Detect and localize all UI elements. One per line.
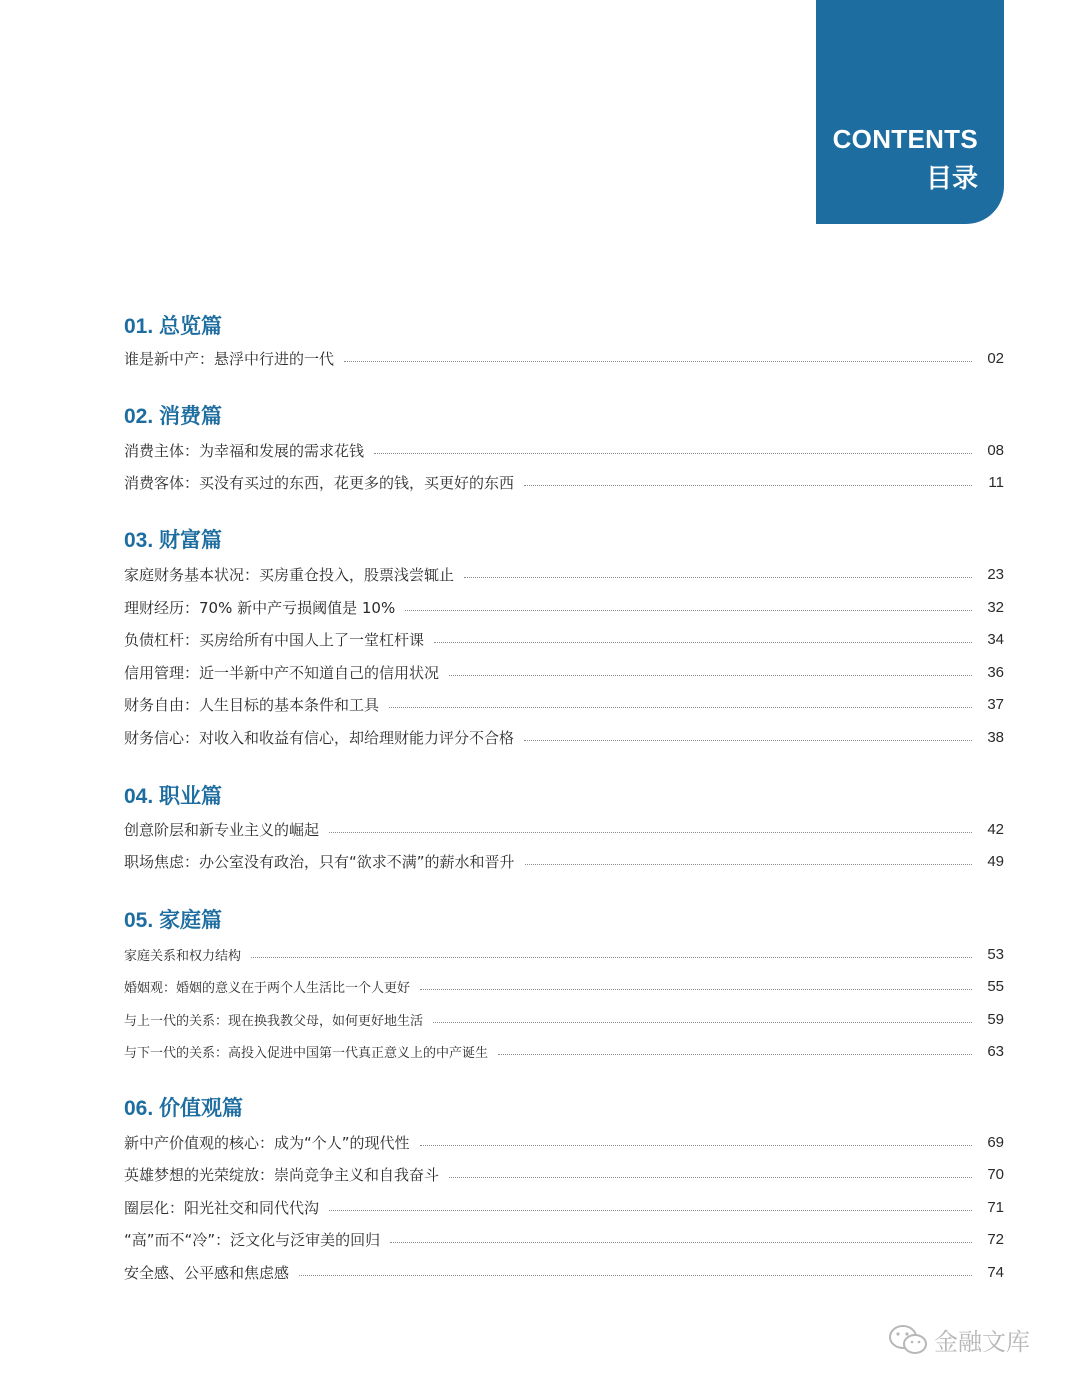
dot-leader (299, 1275, 972, 1276)
toc-page-number: 08 (987, 441, 1004, 459)
toc-page-number: 53 (987, 945, 1004, 963)
toc-entry[interactable] (124, 562, 1004, 586)
dot-leader (524, 740, 972, 741)
toc-entry-text: 理财经历：70% 新中产亏损阈值是 10% (124, 598, 396, 617)
dot-leader (524, 485, 972, 486)
toc-page-number: 38 (987, 728, 1004, 746)
wechat-icon (888, 1323, 928, 1357)
toc-entry[interactable] (124, 692, 1004, 716)
toc-entry-text: 英雄梦想的光荣绽放：崇尚竞争主义和自我奋斗 (124, 1165, 440, 1184)
toc-entry-text: 谁是新中产：悬浮中行进的一代 (124, 349, 335, 368)
dot-leader (329, 1210, 972, 1211)
toc-entry-text: 财务自由：人生目标的基本条件和工具 (124, 695, 380, 714)
dot-leader (449, 675, 972, 676)
toc-entry[interactable] (124, 470, 1004, 494)
toc-entry-text: 婚姻观：婚姻的意义在于两个人生活比一个人更好 (124, 980, 411, 996)
dot-leader (498, 1054, 972, 1055)
dot-leader (251, 957, 972, 958)
dot-leader (525, 864, 972, 865)
toc-entry[interactable] (124, 725, 1004, 749)
toc-entry[interactable] (124, 974, 1004, 998)
dot-leader (389, 707, 972, 708)
toc-entry[interactable] (124, 817, 1004, 841)
toc-page-number: 02 (987, 349, 1004, 367)
dot-leader (374, 453, 972, 454)
dot-leader (390, 1242, 972, 1243)
toc-page-number: 49 (987, 852, 1004, 870)
toc-entry[interactable] (124, 1162, 1004, 1186)
toc-entry-text: 圈层化：阳光社交和同代代沟 (124, 1198, 320, 1217)
toc-entry[interactable] (124, 942, 1004, 966)
toc-entry[interactable] (124, 1195, 1004, 1219)
dot-leader (464, 577, 972, 578)
toc-page-number: 34 (987, 630, 1004, 648)
contents-title-zh: 目录 (925, 164, 978, 194)
toc-entry-text: 家庭关系和权力结构 (124, 948, 242, 964)
toc-entry[interactable] (124, 1007, 1004, 1031)
toc-page-number: 55 (987, 977, 1004, 995)
dot-leader (420, 1145, 972, 1146)
toc-entry-text: 信用管理：近一半新中产不知道自己的信用状况 (124, 663, 440, 682)
toc-entry[interactable] (124, 849, 1004, 873)
section-title: 04. 职业篇 (124, 785, 223, 808)
toc-page-number: 70 (987, 1165, 1004, 1183)
toc-page-number: 63 (987, 1042, 1004, 1060)
toc-entry[interactable] (124, 595, 1004, 619)
dot-leader (434, 642, 972, 643)
toc-entry-text: “高”而不“冷”：泛文化与泛审美的回归 (124, 1230, 381, 1249)
toc-page-number: 59 (987, 1010, 1004, 1028)
toc-entry[interactable] (124, 1227, 1004, 1251)
watermark-text: 金融文库 (934, 1328, 1030, 1356)
toc-page-number: 42 (987, 820, 1004, 838)
toc-page-number: 37 (987, 695, 1004, 713)
toc-entry[interactable] (124, 1039, 1004, 1063)
toc-entry-text: 与下一代的关系：高投入促进中国第一代真正意义上的中产诞生 (124, 1045, 489, 1061)
section-title: 01. 总览篇 (124, 315, 223, 338)
toc-entry-text: 财务信心：对收入和收益有信心，却给理财能力评分不合格 (124, 728, 515, 747)
dot-leader (433, 1022, 972, 1023)
toc-entry[interactable] (124, 660, 1004, 684)
watermark (888, 1322, 1030, 1357)
toc-entry-text: 家庭财务基本状况：买房重仓投入，股票浅尝辄止 (124, 565, 455, 584)
toc-entry[interactable] (124, 346, 1004, 370)
section-title: 02. 消费篇 (124, 405, 223, 428)
contents-header-tab (816, 0, 1004, 224)
toc-entry-text: 创意阶层和新专业主义的崛起 (124, 820, 320, 839)
dot-leader (449, 1177, 972, 1178)
toc-entry-text: 消费客体：买没有买过的东西，花更多的钱，买更好的东西 (124, 473, 515, 492)
toc-page-number: 32 (987, 598, 1004, 616)
section-title: 06. 价值观篇 (124, 1097, 244, 1120)
section-title: 03. 财富篇 (124, 529, 223, 552)
toc-entry[interactable] (124, 1130, 1004, 1154)
toc-page-number: 23 (987, 565, 1004, 583)
toc-page-number: 36 (987, 663, 1004, 681)
toc-entry-text: 负债杠杆：买房给所有中国人上了一堂杠杆课 (124, 630, 425, 649)
toc-entry-text: 与上一代的关系：现在换我教父母，如何更好地生活 (124, 1013, 424, 1029)
toc-entry[interactable] (124, 438, 1004, 462)
dot-leader (344, 361, 972, 362)
toc-page-number: 11 (988, 473, 1004, 491)
dot-leader (420, 989, 972, 990)
toc-entry[interactable] (124, 1260, 1004, 1284)
toc-page-number: 69 (987, 1133, 1004, 1151)
toc-entry-text: 职场焦虑：办公室没有政治，只有“欲求不满”的薪水和晋升 (124, 852, 515, 871)
dot-leader (329, 832, 972, 833)
toc-entry-text: 消费主体：为幸福和发展的需求花钱 (124, 441, 365, 460)
toc-page-number: 72 (987, 1230, 1004, 1248)
toc-entry[interactable] (124, 627, 1004, 651)
contents-title-en: CONTENTS (832, 124, 978, 154)
section-title: 05. 家庭篇 (124, 909, 223, 932)
toc-entry-text: 安全感、公平感和焦虑感 (124, 1263, 290, 1282)
toc-page-number: 71 (987, 1198, 1004, 1216)
toc-page-number: 74 (987, 1263, 1004, 1281)
toc-entry-text: 新中产价值观的核心：成为“个人”的现代性 (124, 1133, 410, 1152)
dot-leader (405, 610, 972, 611)
